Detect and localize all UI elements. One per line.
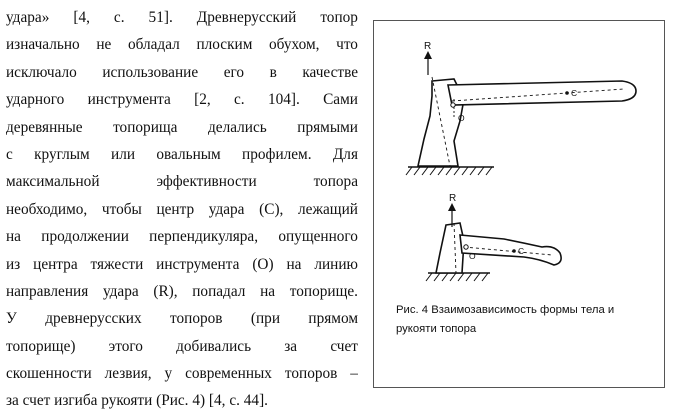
text-line	[6, 59, 358, 86]
word: топорище.	[289, 282, 358, 300]
word: удара	[208, 200, 245, 218]
top-label-r: R	[424, 41, 432, 52]
word: 4)	[192, 392, 206, 410]
word: делались	[208, 118, 267, 136]
word: лежащий	[298, 200, 358, 218]
figure-caption: Рис. 4 Взаимозависимость формы тела и рукояти топора	[396, 304, 615, 335]
word: рукояти	[101, 392, 153, 410]
word: добивались	[176, 337, 252, 355]
text-line	[6, 31, 358, 58]
word: деревянные	[6, 118, 83, 136]
word: прямом	[308, 310, 358, 328]
word: направления	[6, 282, 89, 300]
text-line	[6, 168, 358, 195]
word: опущенного	[278, 228, 358, 246]
word: за	[6, 392, 19, 410]
word: в	[269, 63, 277, 81]
text-line	[6, 333, 358, 360]
bottom-label-c: C	[518, 246, 525, 256]
bottom-axe-blade	[436, 223, 464, 273]
bottom-label-r: R	[449, 193, 457, 204]
word: центр	[156, 200, 195, 218]
word: Сами	[323, 91, 358, 109]
word: инструмента	[87, 91, 171, 109]
word: Для	[332, 145, 358, 163]
top-axe-diagram	[406, 41, 636, 175]
word: центра	[33, 255, 78, 273]
word: у	[164, 365, 173, 383]
word: топоров	[284, 365, 338, 383]
word: тяжести	[90, 255, 144, 273]
word: [2,	[194, 91, 211, 109]
text-line	[6, 360, 358, 387]
word: не	[96, 36, 112, 54]
word: на	[286, 255, 302, 273]
word: максимальной	[6, 173, 100, 191]
word: топорище)	[6, 337, 76, 355]
word: (С),	[259, 200, 284, 218]
word: на	[6, 228, 21, 246]
text-line	[6, 114, 358, 141]
word: овальным	[156, 145, 221, 163]
top-axe-handle	[448, 81, 636, 105]
word: У	[6, 310, 17, 328]
word: этого	[108, 337, 143, 355]
word: за	[284, 337, 298, 355]
bottom-center-o	[464, 245, 468, 249]
word: линию	[314, 255, 358, 273]
word: счет	[22, 392, 51, 410]
word: 51].	[148, 9, 173, 26]
bottom-label-o: O	[469, 251, 476, 261]
word: топоров	[170, 310, 223, 328]
word: изгиба	[54, 392, 98, 410]
word: (Рис.	[156, 392, 189, 410]
word: обладал	[127, 36, 180, 54]
word: топор	[320, 9, 358, 26]
word: инструмента	[156, 255, 240, 273]
word: с	[6, 145, 13, 163]
text-line	[6, 196, 358, 223]
bottom-center-c	[512, 249, 516, 253]
word: что	[336, 36, 358, 54]
top-ground-hatch	[406, 167, 492, 175]
bottom-ground-hatch	[426, 273, 488, 281]
word: Древнерусский	[196, 9, 297, 26]
bottom-r-arrowhead	[448, 203, 456, 211]
word: профилем.	[242, 145, 312, 163]
word: (О)	[252, 255, 274, 273]
word: с.	[229, 392, 240, 410]
word: из	[6, 255, 21, 273]
top-center-c	[565, 91, 569, 95]
word: исключало	[6, 63, 77, 81]
word: 104].	[267, 91, 300, 109]
text-line	[6, 86, 358, 113]
top-center-o	[451, 103, 455, 107]
word: ударного	[6, 91, 65, 109]
word: удара	[102, 282, 139, 300]
word: изначально	[6, 36, 80, 54]
word: (при	[250, 310, 281, 328]
text-line	[6, 223, 358, 250]
word: (R),	[153, 282, 178, 300]
text-line	[6, 278, 358, 305]
word: чтобы	[101, 200, 142, 218]
word: современных	[185, 365, 272, 383]
word: удара»	[6, 9, 50, 26]
word: –	[350, 365, 358, 383]
word: топора	[313, 173, 358, 191]
text-line	[6, 251, 358, 278]
word: эффективности	[156, 173, 257, 191]
figure-frame	[373, 20, 665, 388]
text-line	[6, 4, 358, 31]
word: его	[223, 63, 245, 81]
word: [4,	[73, 9, 90, 26]
word: древнерусских	[45, 310, 142, 328]
top-r-arrowhead	[424, 51, 432, 59]
word: скошенности	[6, 365, 92, 383]
word: круглым	[34, 145, 90, 163]
word: продолжении	[41, 228, 129, 246]
text-line	[6, 305, 358, 332]
word: счет	[330, 337, 358, 355]
word: обухом,	[269, 36, 320, 54]
word: использование	[102, 63, 199, 81]
word: перпендикуляра,	[149, 228, 259, 246]
word: топорища	[113, 118, 178, 136]
word: необходимо,	[6, 200, 88, 218]
body-text	[6, 4, 358, 415]
word: прямыми	[297, 118, 358, 136]
word: [4,	[208, 392, 226, 410]
top-label-o: O	[458, 113, 465, 123]
text-line	[6, 387, 358, 414]
word: с.	[234, 91, 245, 109]
word: или	[111, 145, 136, 163]
word: на	[260, 282, 276, 300]
bottom-axe-diagram	[426, 193, 561, 281]
word: с.	[113, 9, 125, 26]
word: попадал	[192, 282, 246, 300]
top-label-c: C	[571, 88, 578, 98]
word: плоским	[196, 36, 253, 54]
text-line	[6, 141, 358, 168]
word: 44].	[243, 392, 268, 410]
word: качестве	[302, 63, 358, 81]
word: лезвия,	[104, 365, 152, 383]
